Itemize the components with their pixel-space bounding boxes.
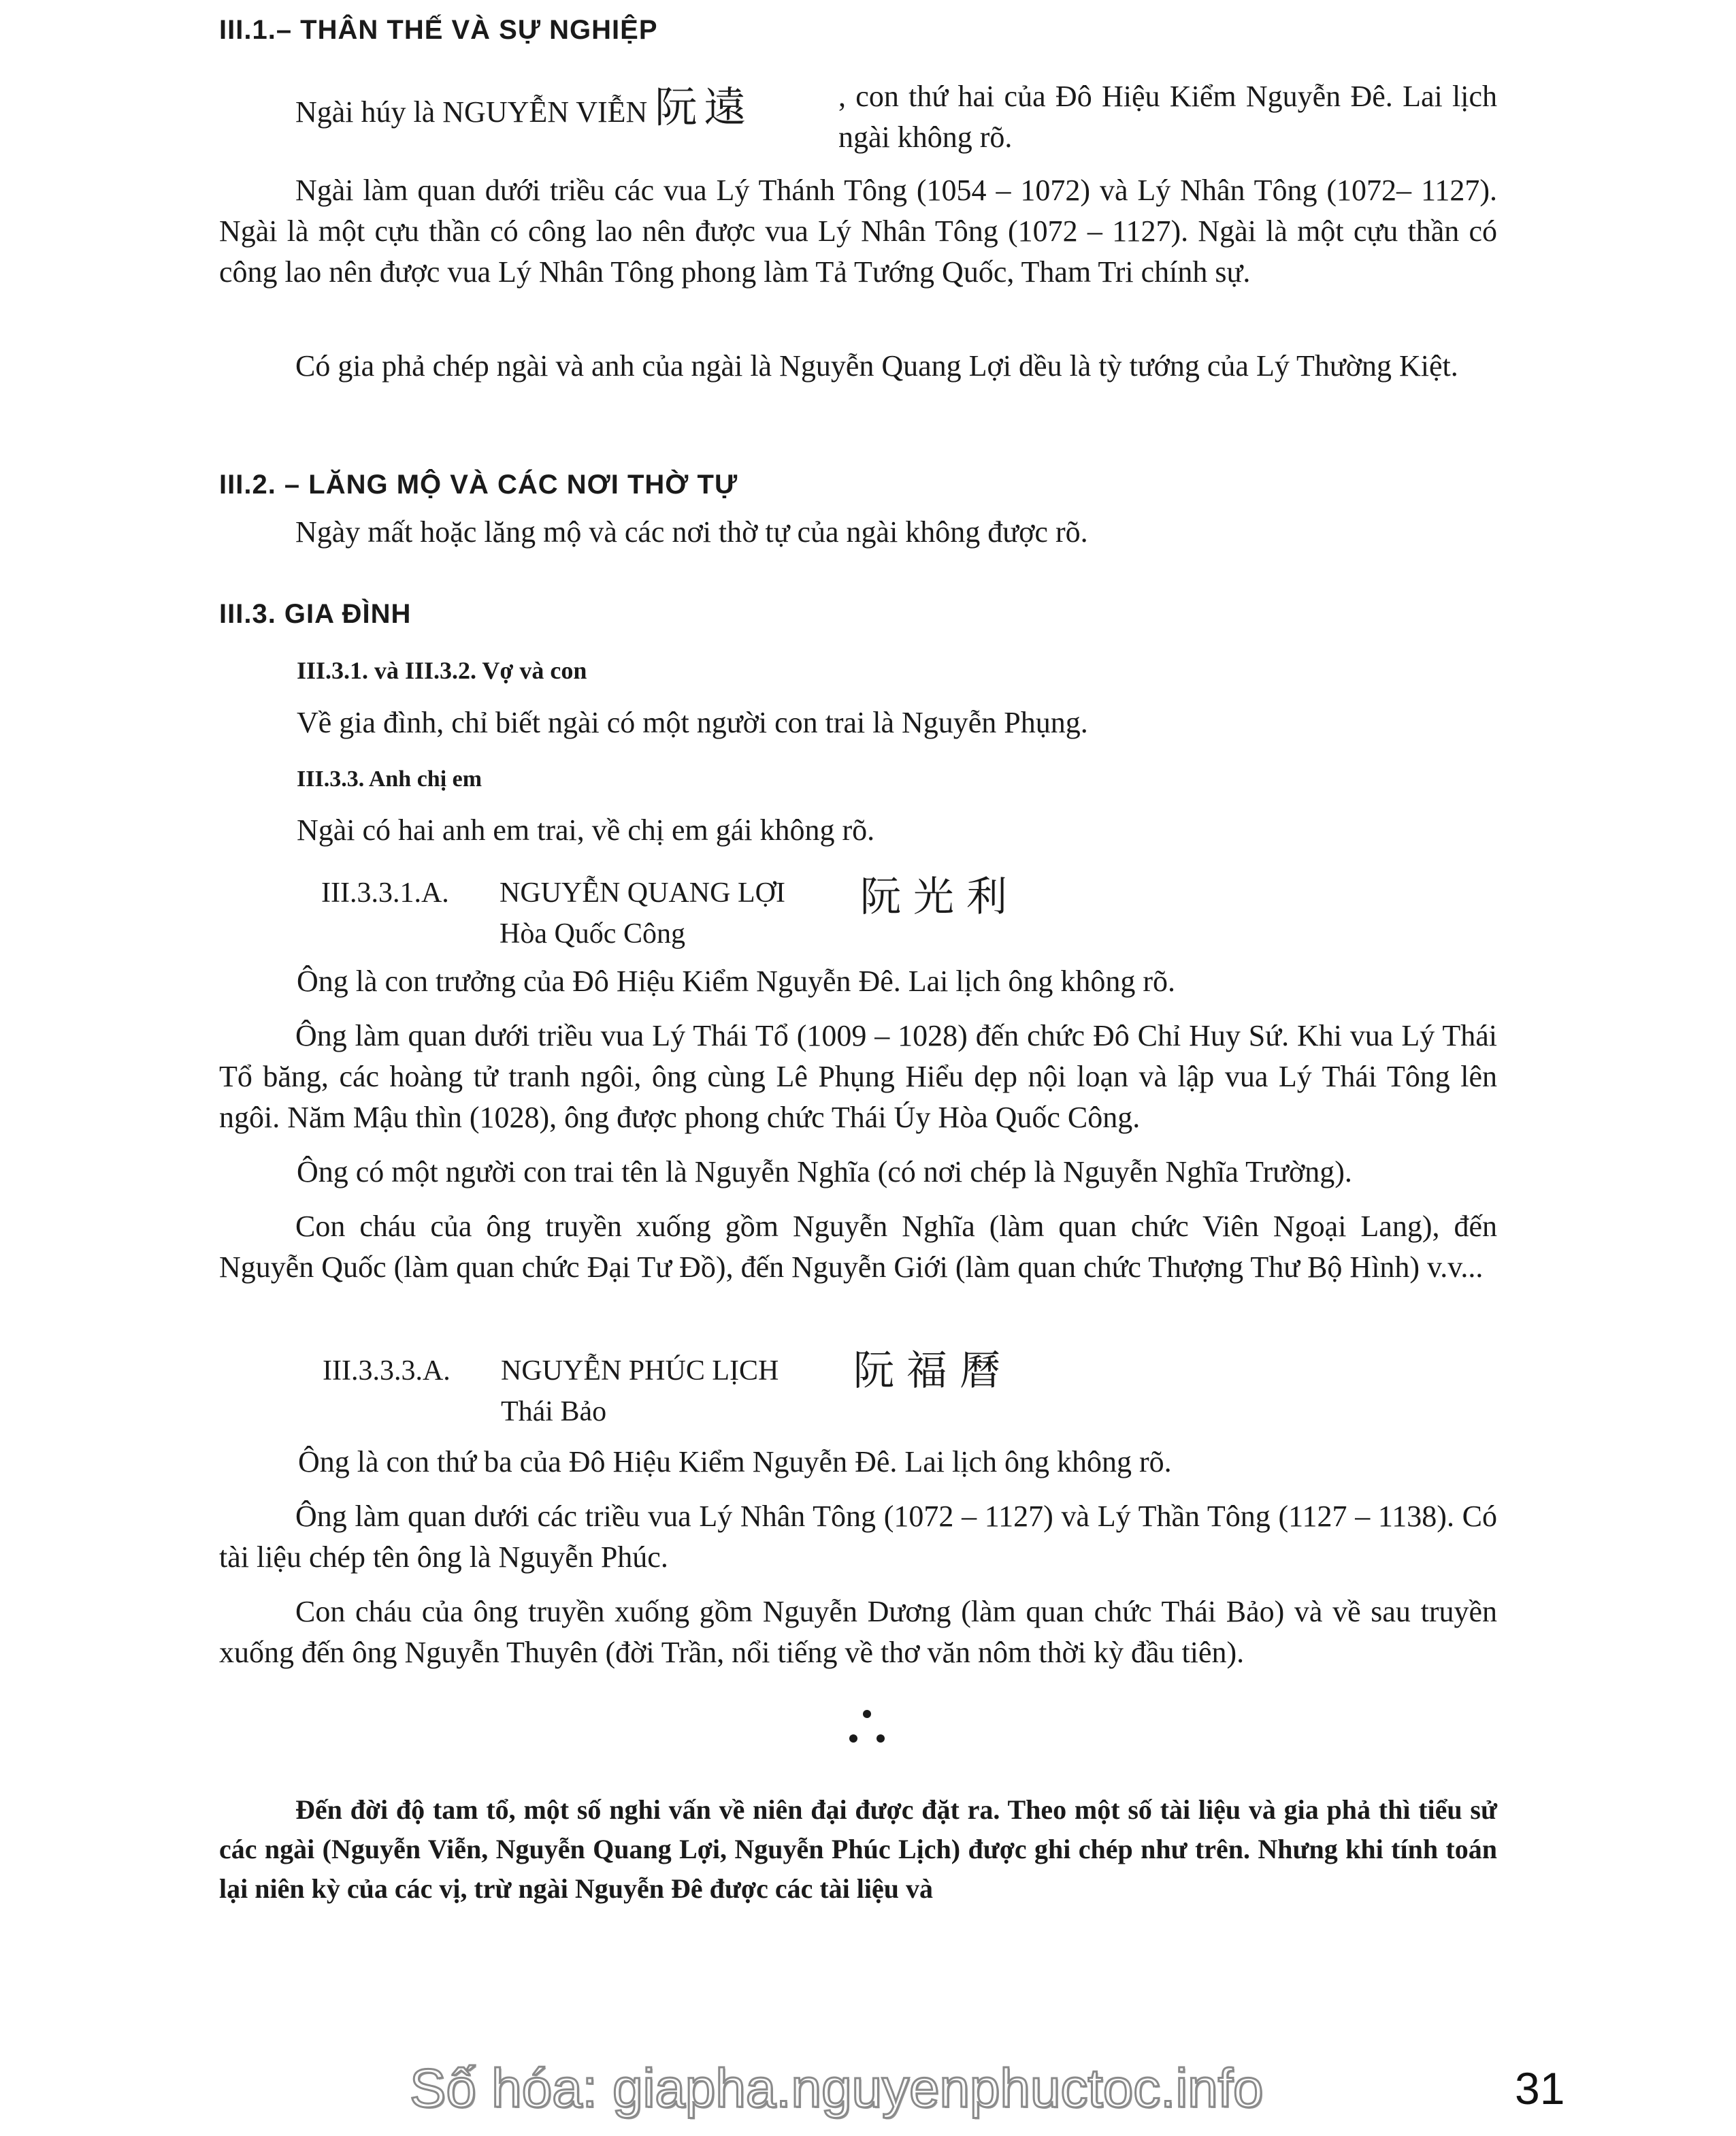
- intro-text: Ngài húy là NGUYỄN VIỄN: [295, 95, 648, 129]
- section-heading-gia-dinh: III.3. GIA ĐÌNH: [219, 599, 412, 629]
- subheading-vo-va-con: III.3.1. và III.3.2. Vợ và con: [297, 657, 587, 684]
- section-separator-dots: [847, 1707, 887, 1748]
- paragraph-quang-loi-origin: Ông là con trưởng của Đô Hiệu Kiểm Nguyễn Đê. Lai lịch ông không rõ.: [297, 965, 1176, 998]
- entry-code-quang-loi: III.3.3.1.A.: [321, 877, 449, 909]
- paragraph-quang-loi-son: Ông có một người con trai tên là Nguyễn Nghĩa (có nơi chép là Nguyễn Nghĩa Trường).: [297, 1155, 1352, 1188]
- paragraph-phuc-lich-origin: Ông là con thứ ba của Đô Hiệu Kiểm Nguyễn Đê. Lai lịch ông không rõ.: [298, 1445, 1172, 1478]
- paragraph-career: Ngài làm quan dưới triều các vua Lý Thánh Tông (1054 – 1072) và Lý Nhân Tông (1072– 1127). Ngài là một cựu thần có công lao nên được vua Lý Nhân Tông (1072 – 1127). Ngài là một cựu thần có công lao nên được vua Lý Nhân Tông phong làm Tả Tướng Quốc, Tham Tri chính sự.: [219, 174, 1497, 289]
- paragraph-nguyen-vien-rest: , con thứ hai của Đô Hiệu Kiểm Nguyễn Đê. Lai lịch ngài không rõ.: [838, 80, 1497, 154]
- section-heading-than-the: III.1.– THÂN THẾ VÀ SỰ NGHIỆP: [219, 15, 658, 45]
- separator-dot: [849, 1734, 857, 1743]
- paragraph-burial: Ngày mất hoặc lăng mộ và các nơi thờ tự của ngài không được rõ.: [295, 515, 1088, 549]
- entry-title-thai-bao: Thái Bảo: [501, 1396, 607, 1427]
- paragraph-quang-loi-career: Ông làm quan dưới triều vua Lý Thái Tổ (1009 – 1028) đến chức Đô Chỉ Huy Sứ. Khi vua Lý Thái Tổ băng, các hoàng tử tranh ngôi, ông cùng Lê Phụng Hiểu dẹp nội loạn và lập vua Lý Thái Tông lên ngôi. Năm Mậu thìn (1028), ông được phong chức Thái Úy Hòa Quốc Công.: [219, 1019, 1497, 1134]
- paragraph-family: Về gia đình, chỉ biết ngài có một người con trai là Nguyễn Phụng.: [297, 706, 1088, 739]
- section-heading-lang-mo: III.2. – LĂNG MỘ VÀ CÁC NƠI THỜ TỰ: [219, 470, 738, 500]
- han-name-quang-loi: 阮光利: [860, 873, 1019, 921]
- han-name-phuc-lich: 阮福曆: [853, 1347, 1013, 1395]
- separator-dot: [877, 1734, 885, 1743]
- entry-name-phuc-lich: NGUYỄN PHÚC LỊCH: [501, 1355, 779, 1387]
- separator-dot: [863, 1710, 871, 1718]
- paragraph-phuc-lich-career: Ông làm quan dưới các triều vua Lý Nhân Tông (1072 – 1127) và Lý Thần Tông (1127 – 1138). Có tài liệu chép tên ông là Nguyễn Phúc.: [219, 1500, 1497, 1574]
- entry-name-quang-loi: NGUYỄN QUANG LỢI: [499, 877, 785, 909]
- paragraph-phuc-lich-descendants: Con cháu của ông truyền xuống gồm Nguyễn Dương (làm quan chức Thái Bảo) và về sau truyền xuống đến ông Nguyễn Thuyên (đời Trần, nổi tiếng về thơ văn nôm thời kỳ đầu tiên).: [219, 1595, 1497, 1669]
- han-name-nguyen-vien: 阮遠: [655, 82, 753, 132]
- paragraph-genealogy-note: Có gia phả chép ngài và anh của ngài là Nguyễn Quang Lợi dều là tỳ tướng của Lý Thường Kiệt.: [295, 349, 1458, 383]
- page-number: 31: [1515, 2063, 1565, 2114]
- subheading-anh-chi-em: III.3.3. Anh chị em: [297, 766, 482, 792]
- entry-code-phuc-lich: III.3.3.3.A.: [323, 1355, 451, 1387]
- digitization-watermark: Số hóa: giapha.nguyenphuctoc.info: [410, 2058, 1264, 2118]
- paragraph-dating-question: Đến đời độ tam tổ, một số nghi vấn về niên đại được đặt ra. Theo một số tài liệu và gia phả thì tiểu sử các ngài (Nguyễn Viễn, Nguyễn Quang Lợi, Nguyễn Phúc Lịch) được ghi chép như trên. Nhưng khi tính toán lại niên kỳ của các vị, trừ ngài Nguyễn Đê được các tài liệu và: [219, 1794, 1497, 1904]
- paragraph-siblings: Ngài có hai anh em trai, về chị em gái không rõ.: [297, 813, 875, 847]
- paragraph-quang-loi-descendants: Con cháu của ông truyền xuống gồm Nguyễn Nghĩa (làm quan chức Viên Ngoại Lang), đến Nguyễn Quốc (làm quan chức Đại Tư Đồ), đến Nguyễn Giới (làm quan chức Thượng Thư Bộ Hình) v.v...: [219, 1210, 1497, 1284]
- entry-title-hoa-quoc-cong: Hòa Quốc Công: [499, 918, 685, 950]
